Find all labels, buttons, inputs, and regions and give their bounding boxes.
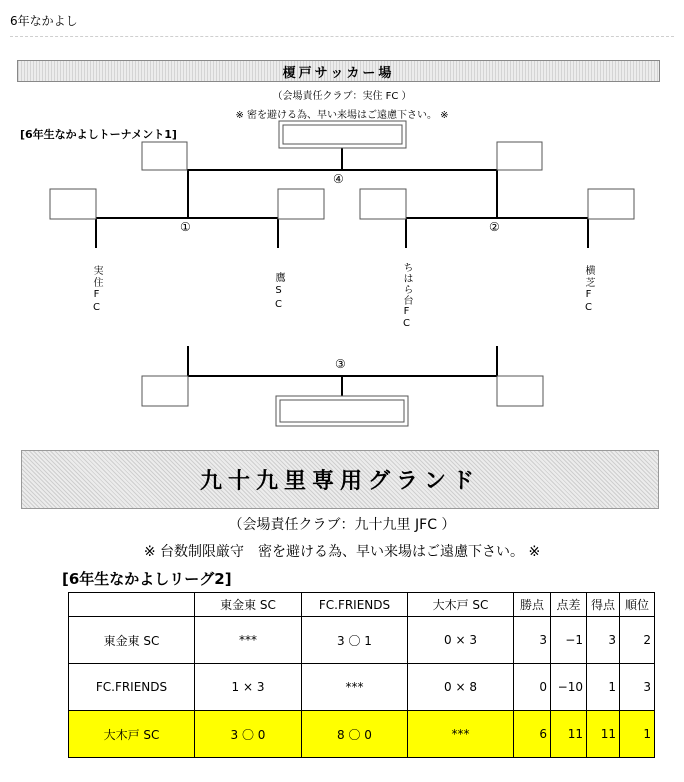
score-box xyxy=(142,142,187,170)
header-team: 大木戸 SC xyxy=(408,593,514,617)
score-box xyxy=(360,189,406,219)
header-goals: 得点 xyxy=(587,593,620,617)
rank-cell: 2 xyxy=(620,617,655,664)
match-number-3: ③ xyxy=(335,357,346,371)
team-name-text: ちはら台FC xyxy=(401,262,412,330)
header-goal-diff: 点差 xyxy=(551,593,587,617)
goal-diff-cell: −10 xyxy=(551,664,587,711)
result-cell: 8 〇 0 xyxy=(302,711,408,758)
header-corner xyxy=(69,593,195,617)
league-table xyxy=(68,592,655,758)
league-header-row xyxy=(69,593,655,617)
match-number-2: ② xyxy=(489,220,500,234)
rank-cell: 3 xyxy=(620,664,655,711)
score-box xyxy=(497,376,543,406)
header-rank: 順位 xyxy=(620,593,655,617)
score-box xyxy=(142,376,188,406)
row-team: FC.FRIENDS xyxy=(69,664,195,711)
header-points: 勝点 xyxy=(514,593,551,617)
result-cell: *** xyxy=(302,664,408,711)
team-name-text: 横芝FC xyxy=(583,265,594,315)
team-name-2 xyxy=(270,272,286,313)
venue2-responsible-club: （会場責任クラブ：九十九里 JFC ） xyxy=(228,517,456,533)
tournament-title: [6年生なかよしトーナメント1] xyxy=(20,128,177,141)
result-cell: 3 〇 0 xyxy=(195,711,302,758)
team-name-4 xyxy=(580,265,596,315)
points-cell: 0 xyxy=(514,664,551,711)
result-cell: 0 × 8 xyxy=(408,664,514,711)
venue1-responsible-club: （会場責任クラブ：実住 FC ） xyxy=(272,91,412,102)
result-cell: 1 × 3 xyxy=(195,664,302,711)
score-box xyxy=(588,189,634,219)
header-team: FC.FRIENDS xyxy=(302,593,408,617)
result-cell: 3 〇 1 xyxy=(302,617,408,664)
match-number-4: ④ xyxy=(333,172,344,186)
goal-diff-cell: −1 xyxy=(551,617,587,664)
result-cell: *** xyxy=(195,617,302,664)
final-result-inner xyxy=(283,125,402,144)
post-title: 6年なかよし xyxy=(10,14,78,28)
result-cell: *** xyxy=(408,711,514,758)
score-box xyxy=(497,142,542,170)
venue2-name-banner: 九十九里専用グランド xyxy=(21,450,659,509)
goals-cell: 1 xyxy=(587,664,620,711)
table-row xyxy=(69,617,655,664)
table-row-highlighted xyxy=(69,711,655,758)
team-name-1 xyxy=(88,265,104,315)
header-team: 東金東 SC xyxy=(195,593,302,617)
table-row xyxy=(69,664,655,711)
goal-diff-cell: 11 xyxy=(551,711,587,758)
team-name-text: 鷹SC xyxy=(273,272,284,313)
score-box xyxy=(278,189,324,219)
team-name-3 xyxy=(398,262,414,330)
team-name-text: 実住FC xyxy=(91,265,102,315)
score-box xyxy=(50,189,96,219)
match-number-1: ① xyxy=(180,220,191,234)
match3-result-inner xyxy=(280,400,404,422)
points-cell: 3 xyxy=(514,617,551,664)
league-title: [6年生なかよしリーグ2] xyxy=(62,570,232,588)
goals-cell: 11 xyxy=(587,711,620,758)
row-team: 大木戸 SC xyxy=(69,711,195,758)
venue1-name-banner: 榎戸サッカー場 xyxy=(17,60,660,82)
result-cell: 0 × 3 xyxy=(408,617,514,664)
goals-cell: 3 xyxy=(587,617,620,664)
venue1-note: ※ 密を避ける為、早い来場はご遠慮下さい。 ※ xyxy=(235,110,449,121)
row-team: 東金東 SC xyxy=(69,617,195,664)
points-cell: 6 xyxy=(514,711,551,758)
rank-cell: 1 xyxy=(620,711,655,758)
venue2-note: ※ 台数制限厳守 密を避ける為、早い来場はご遠慮下さい。 ※ xyxy=(143,544,541,560)
